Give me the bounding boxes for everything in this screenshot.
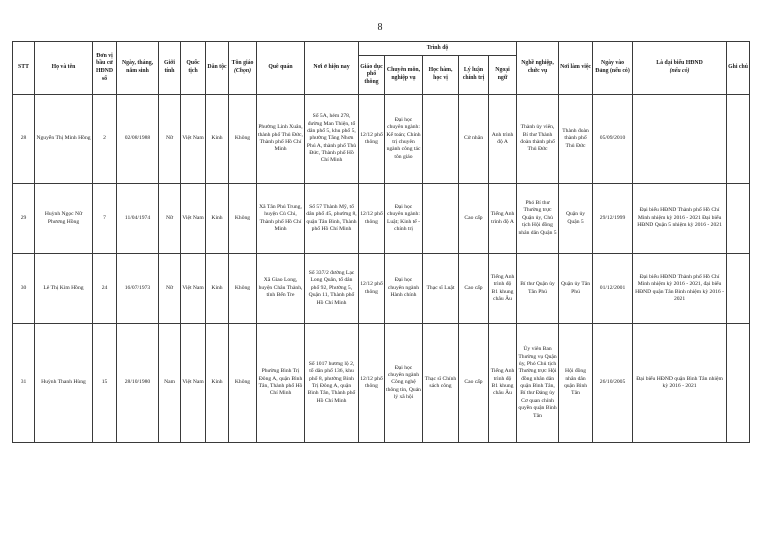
cell-political: Cao cấp <box>459 254 489 324</box>
cell-workplace: Thành đoàn thành phố Thủ Đức <box>559 95 593 184</box>
cell-occupation: Ủy viên Ban Thường vụ Quận ủy, Phó Chủ tịch Thường trực Hội đồng nhân dân quận Bình Tân, Bí thư Đảng ủy Cơ quan chính quyền quận Bình Tân <box>517 324 559 443</box>
cell-religion: Không <box>229 324 257 443</box>
cell-political: Cao cấp <box>459 184 489 254</box>
header-education-group: Trình độ <box>359 42 517 56</box>
header-professional: Chuyên môn, nghiệp vụ <box>385 56 423 95</box>
cell-dob: 02/08/1988 <box>117 95 159 184</box>
header-general-edu: Giáo dục phổ thông <box>359 56 385 95</box>
cell-nationality: Việt Nam <box>181 324 206 443</box>
cell-delegate: Đại biểu HĐND Thành phố Hồ Chí Minh nhiệm kỳ 2016 - 2021, đại biểu HĐND quận Tân Bình nhiệm kỳ 2016 - 2021 <box>633 254 727 324</box>
header-nationality: Quốc tịch <box>181 42 206 95</box>
cell-stt: 30 <box>13 254 35 324</box>
cell-ethnicity: Kinh <box>206 254 229 324</box>
header-academic: Học hàm, học vị <box>423 56 459 95</box>
header-ethnicity: Dân tộc <box>206 42 229 95</box>
cell-gender: Nữ <box>159 254 181 324</box>
header-language: Ngoại ngữ <box>489 56 517 95</box>
cell-delegate <box>633 95 727 184</box>
cell-academic <box>423 95 459 184</box>
cell-political: Cử nhân <box>459 95 489 184</box>
cell-language: Anh trình độ A <box>489 95 517 184</box>
cell-workplace: Quận ủy Quận 5 <box>559 184 593 254</box>
cell-professional: Đại học chuyên ngành Hành chính <box>385 254 423 324</box>
table-row <box>13 184 750 254</box>
cell-name: Nguyễn Thị Minh Hồng <box>35 95 93 184</box>
cell-stt: 28 <box>13 95 35 184</box>
cell-dob: 16/07/1973 <box>117 254 159 324</box>
cell-professional: Đại học chuyên ngành Công nghệ thông tin, Quản lý xã hội <box>385 324 423 443</box>
cell-residence: Số 1017 hương lộ 2, tổ dân phố 136, khu phố 8, phường Bình Trị Đông A, quận Bình Tân, Thành phố Hồ Chí Minh <box>305 324 359 443</box>
header-delegate <box>633 42 727 95</box>
cell-residence: Số 5A, hẻm 278, đường Man Thiện, tổ dân phố 5, khu phố 5, phường Tăng Nhơn Phú A, thành phố Thủ Đức, Thành phố Hồ Chí Minh <box>305 95 359 184</box>
cell-professional: Đại học chuyên ngành: Kế toán; Chính trị chuyên ngành công tác tôn giáo <box>385 95 423 184</box>
cell-party-date: 05/09/2010 <box>593 95 633 184</box>
cell-ethnicity: Kinh <box>206 95 229 184</box>
header-unit: Đơn vị bầu cử HĐND số <box>93 42 117 95</box>
page-number: 8 <box>377 22 383 33</box>
header-delegate-sub: (nếu có) <box>669 68 690 74</box>
cell-notes <box>727 324 750 443</box>
cell-unit: 15 <box>93 324 117 443</box>
header-notes: Ghi chú <box>727 42 750 95</box>
header-religion <box>229 42 257 95</box>
header-name: Họ và tên <box>35 42 93 95</box>
cell-party-date: 29/12/1999 <box>593 184 633 254</box>
cell-delegate: Đại biểu HĐND Thành phố Hồ Chí Minh nhiệm kỳ 2016 - 2021 Đại biểu HĐND Quận 5 nhiệm kỳ 2016 - 2021 <box>633 184 727 254</box>
cell-general-edu: 12/12 phổ thông <box>359 254 385 324</box>
cell-occupation: Thành ủy viên, Bí thư Thành đoàn thành phố Thủ Đức <box>517 95 559 184</box>
candidate-table <box>12 41 750 443</box>
header-residence: Nơi ở hiện nay <box>305 42 359 95</box>
cell-ethnicity: Kinh <box>206 184 229 254</box>
cell-nationality: Việt Nam <box>181 95 206 184</box>
cell-notes <box>727 254 750 324</box>
header-gender: Giới tính <box>159 42 181 95</box>
cell-gender: Nam <box>159 324 181 443</box>
cell-notes <box>727 184 750 254</box>
cell-political: Cao cấp <box>459 324 489 443</box>
cell-gender: Nữ <box>159 95 181 184</box>
cell-dob: 11/04/1974 <box>117 184 159 254</box>
header-religion-sub: (Chọn) <box>233 68 252 74</box>
cell-hometown: Phường Linh Xuân, thành phố Thủ Đức, Thành phố Hồ Chí Minh <box>257 95 305 184</box>
cell-hometown: Xã Giao Long, huyện Châu Thành, tỉnh Bến Tre <box>257 254 305 324</box>
cell-party-date: 01/12/2001 <box>593 254 633 324</box>
header-dob: Ngày, tháng, năm sinh <box>117 42 159 95</box>
cell-name: Lê Thị Kim Hồng <box>35 254 93 324</box>
header-occupation: Nghề nghiệp, chức vụ <box>517 42 559 95</box>
table-row <box>13 324 750 443</box>
cell-religion: Không <box>229 184 257 254</box>
cell-residence: Số 57 Thành Mỹ, tổ dân phố 45, phường 8, quận Tân Bình, Thành phố Hồ Chí Minh <box>305 184 359 254</box>
cell-occupation: Phó Bí thư Thường trực Quận ủy, Chủ tịch Hội đồng nhân dân Quận 5 <box>517 184 559 254</box>
cell-stt: 31 <box>13 324 35 443</box>
header-religion-main: Tôn giáo <box>231 60 254 67</box>
cell-hometown: Xã Tân Phú Trung, huyện Củ Chi, Thành phố Hồ Chí Minh <box>257 184 305 254</box>
cell-nationality: Việt Nam <box>181 254 206 324</box>
cell-ethnicity: Kinh <box>206 324 229 443</box>
cell-workplace: Hội đồng nhân dân quận Bình Tân <box>559 324 593 443</box>
cell-notes <box>727 95 750 184</box>
cell-general-edu: 12/12 phổ thông <box>359 324 385 443</box>
cell-language: Tiếng Anh trình độ B1 khung châu Âu <box>489 324 517 443</box>
cell-party-date: 26/10/2005 <box>593 324 633 443</box>
cell-academic <box>423 184 459 254</box>
header-workplace: Nơi làm việc <box>559 42 593 95</box>
cell-religion: Không <box>229 254 257 324</box>
cell-general-edu: 12/12 phổ thông <box>359 95 385 184</box>
table-row <box>13 254 750 324</box>
cell-stt: 29 <box>13 184 35 254</box>
cell-gender: Nữ <box>159 184 181 254</box>
cell-academic: Thạc sĩ Luật <box>423 254 459 324</box>
cell-unit: 7 <box>93 184 117 254</box>
cell-general-edu: 12/12 phổ thông <box>359 184 385 254</box>
cell-unit: 2 <box>93 95 117 184</box>
cell-dob: 28/10/1980 <box>117 324 159 443</box>
cell-unit: 24 <box>93 254 117 324</box>
cell-occupation: Bí thư Quận ủy Tân Phú <box>517 254 559 324</box>
cell-language: Tiếng Anh trình độ B1 khung châu Âu <box>489 254 517 324</box>
header-delegate-main: Là đại biểu HĐND <box>656 60 703 67</box>
cell-workplace: Quận ủy Tân Phú <box>559 254 593 324</box>
cell-language: Tiếng Anh trình độ A <box>489 184 517 254</box>
cell-religion: Không <box>229 95 257 184</box>
header-stt: STT <box>13 42 35 95</box>
cell-name: Huỳnh Ngọc Nữ Phương Hồng <box>35 184 93 254</box>
cell-residence: Số 337/2 đường Lạc Long Quân, tổ dân phố 92, Phường 5, Quận 11, Thành phố Hồ Chí Minh <box>305 254 359 324</box>
cell-hometown: Phường Bình Trị Đông A, quận Bình Tân, Thành phố Hồ Chí Minh <box>257 324 305 443</box>
cell-professional: Đại học chuyên ngành: Luật; Kinh tế - chính trị <box>385 184 423 254</box>
header-hometown: Quê quán <box>257 42 305 95</box>
cell-academic: Thạc sĩ Chính sách công <box>423 324 459 443</box>
cell-name: Huỳnh Thanh Hùng <box>35 324 93 443</box>
table-row <box>13 95 750 184</box>
header-political: Lý luận chính trị <box>459 56 489 95</box>
header-party-date: Ngày vào Đảng (nếu có) <box>593 42 633 95</box>
cell-delegate: Đại biểu HĐND quận Bình Tân nhiệm kỳ 2016 - 2021 <box>633 324 727 443</box>
cell-nationality: Việt Nam <box>181 184 206 254</box>
